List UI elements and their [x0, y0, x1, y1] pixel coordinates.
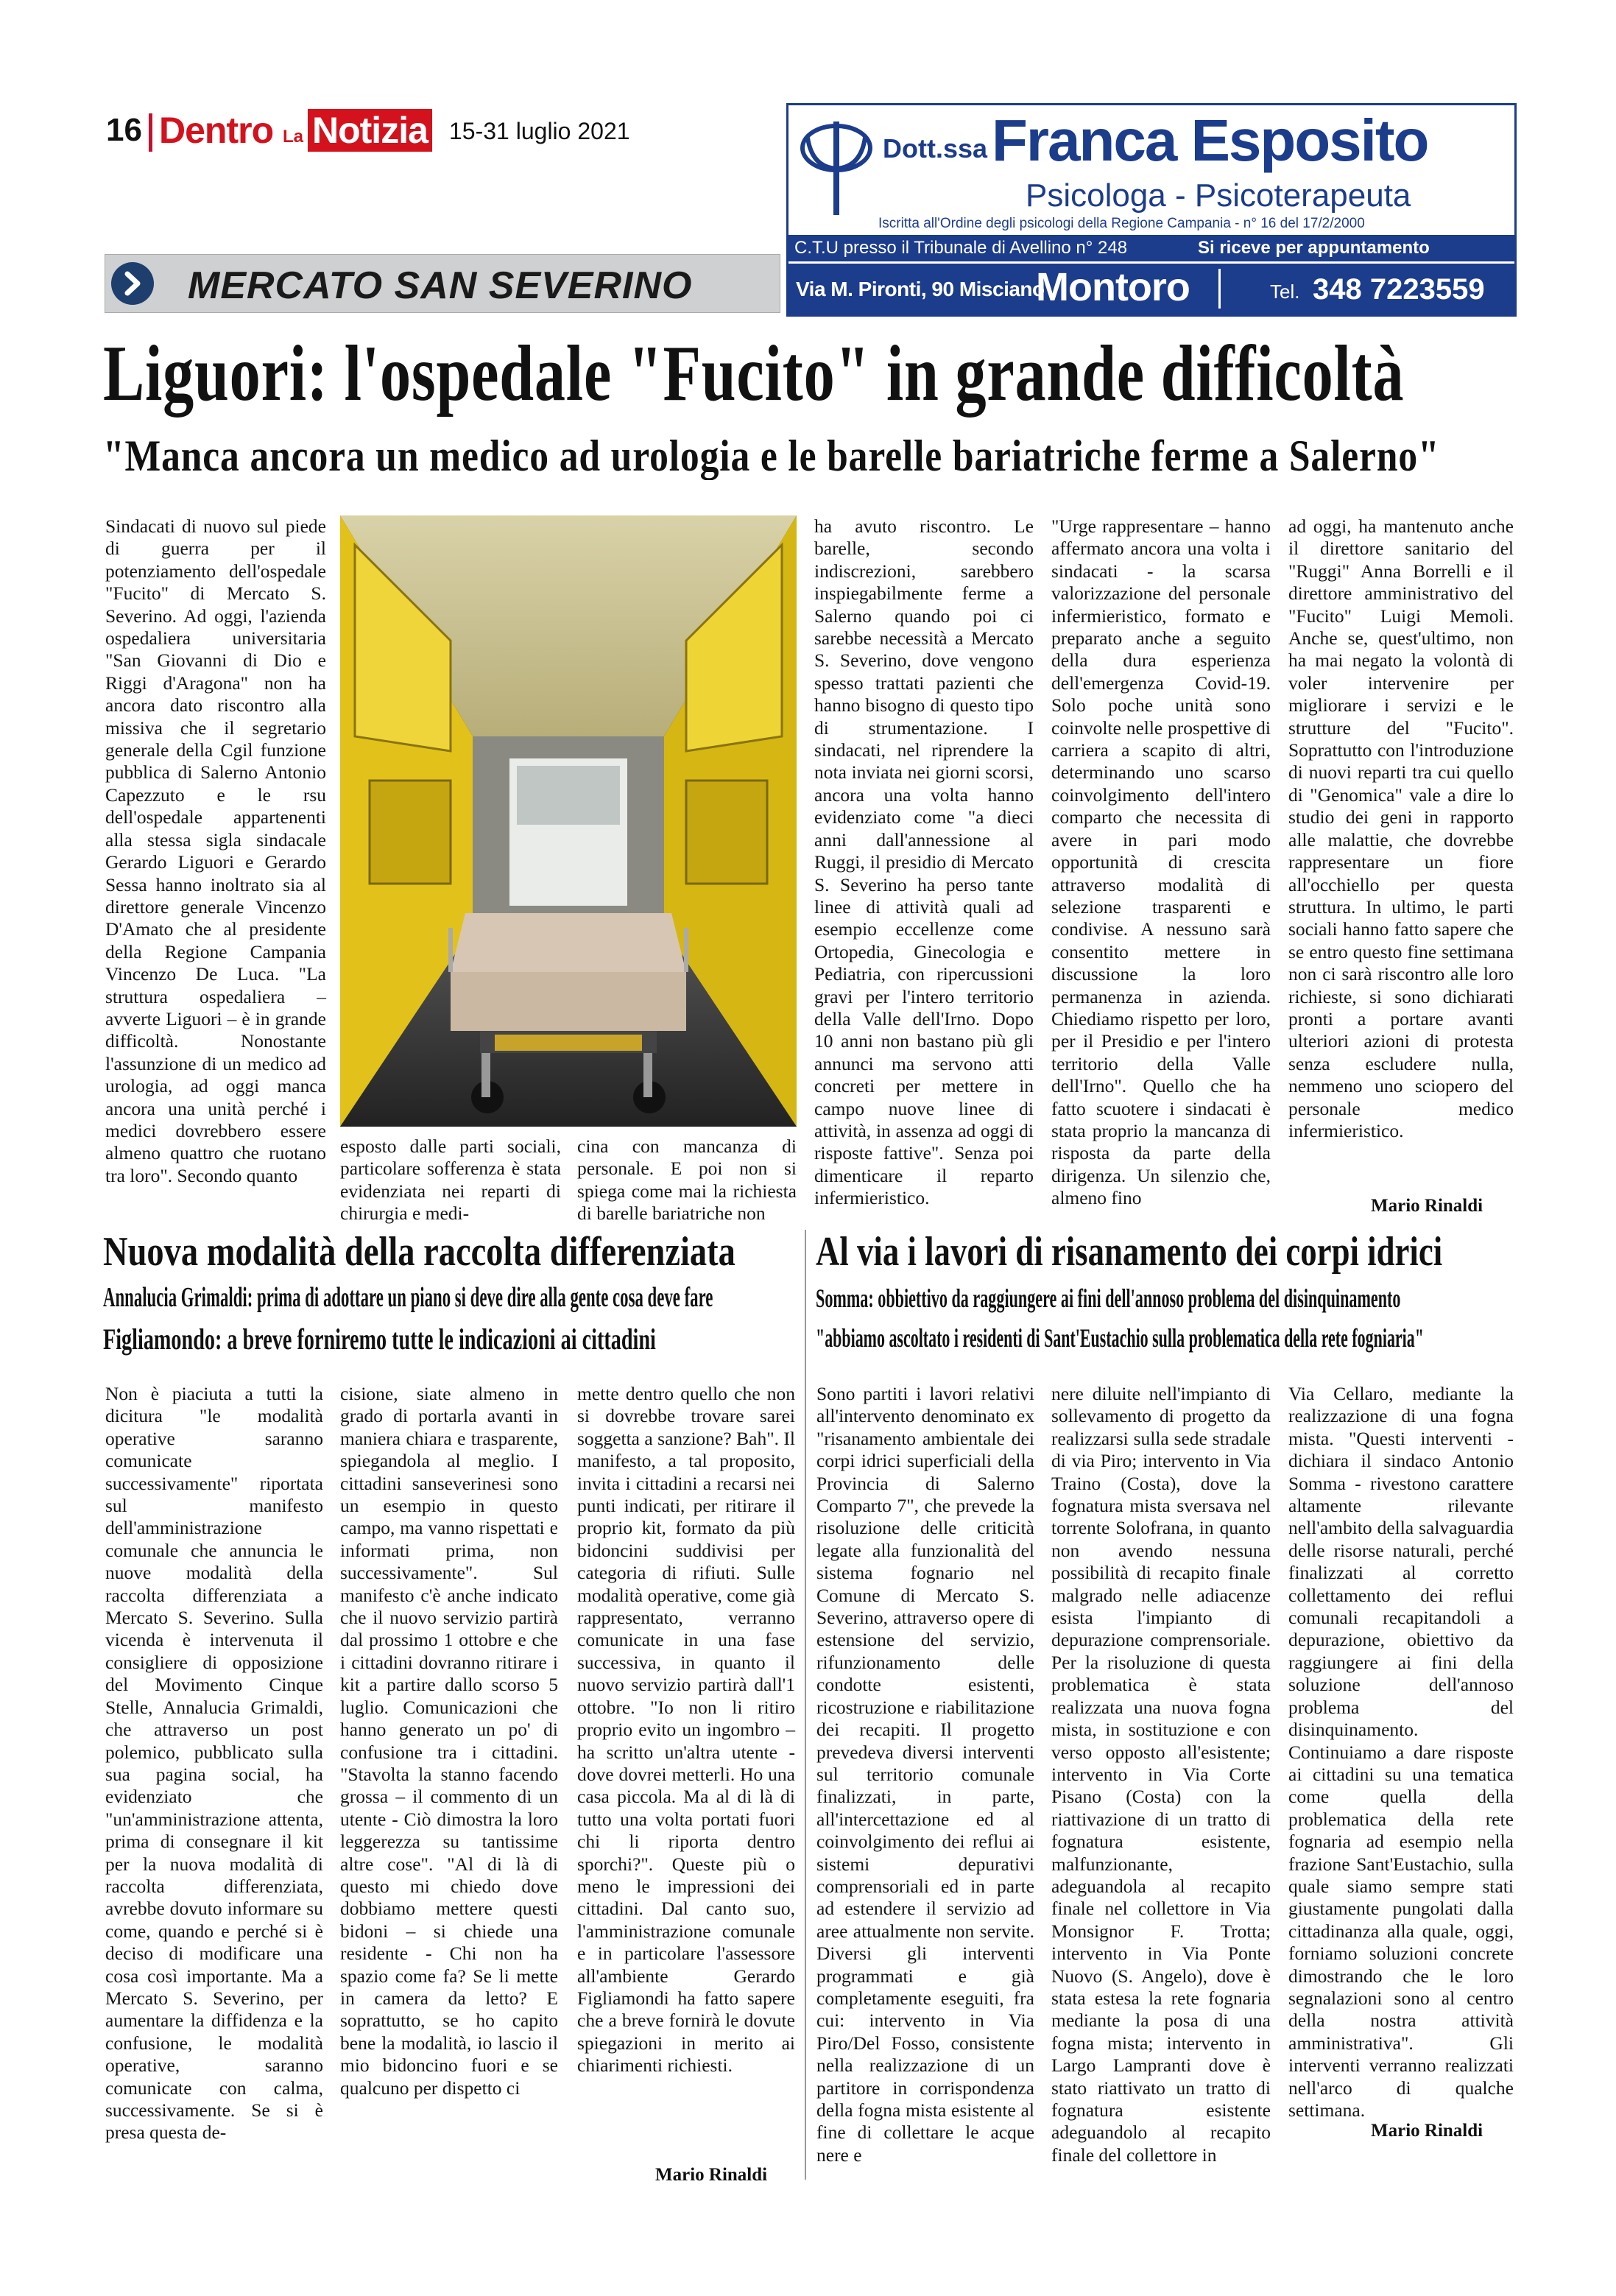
page-number-divider — [149, 113, 152, 152]
article-2-signature: Mario Rinaldi — [655, 2165, 768, 2185]
article-2-col-2: cisione, siate almeno in grado di portarla avanti in maniera chiara e trasparente, spiegandola al meglio. I cittadini sanseverinesi sono un esempio in questo campo, ma vanno rispettati e informati prima, non successivamente". Sul manifesto c'è anche indicato che il nuovo servizio partirà dal prossimo 1 ottobre e che i cittadini dovranno ritirare i kit a partire dallo scorso 5 luglio. Comunicazioni che hanno generato un po' di confusione tra i cittadini. "Stavolta la stanno facendo grossa – il commento di un utente - Ciò dimostra la loro leggerezza su tantissime altre cose". "Al di là di questo mi chiedo dove dobbiamo mettere questi bidoni – si chiede una residente - Chi non ha spazio come fa? Se li mette in camera da letto? E soprattutto, se ho capito bene la modalità, io lascio il mio bidoncino fuori e se qualcuno per dispetto ci — [340, 1383, 558, 2099]
article-1-col-2: esposto dalle parti sociali, particolare sofferenza è stata evidenziata nei reparti di chirurgia e medi- — [340, 1135, 561, 1225]
article-3-sub-2: "abbiamo ascoltato i residenti di Sant'Eustachio sulla problematica della rete fogniaria" — [816, 1323, 1424, 1353]
ad-role: Psicologa - Psicoterapeuta — [1026, 177, 1411, 214]
article-1-col-1: Sindacati di nuovo sul piede di guerra per il potenziamento dell'ospedale "Fucito" di Mercato S. Severino. Ad oggi, l'azienda ospedaliera universitaria "San Giovanni di Dio e Riggi d'Aragona" non ha ancora dato riscontro alla missiva che il segretario generale della Cgil funzione pubblica di Salerno Antonio Capezzuto e le rsu dell'ospedale appartenenti alla stessa sigla sindacale Gerardo Liguori e Gerardo Sessa hanno inoltrato sia al direttore generale Vincenzo D'Amato che al presidente della Regione Campania Vincenzo De Luca. "La struttura ospedaliera – avverte Liguori – è in grande difficoltà. Nonostante l'assunzione di un medico ad urologia, ad oggi manca ancora una unità perché i medici dovrebbero essere almeno quattro che ruotano tra loro". Secondo quanto — [105, 515, 326, 1186]
ambulance-photo — [340, 515, 797, 1127]
ad-city-divider — [1218, 269, 1221, 309]
article-3-sub-1: Somma: obbiettivo da raggiungere ai fini dell'annoso problema del disinquinamento — [816, 1283, 1401, 1313]
article-3-col-2: nere diluite nell'impianto di sollevamento di progetto da realizzarsi sulla sede stradale di via Piro; intervento in Via Traino (Costa), dove la fognatura mista sversava nel torrente Solofrana, in quanto non avendo nessuna possibilità di recapito finale malgrado nelle adiacenze esista l'impianto di depurazione comprensoriale. Per la risoluzione di questa problematica è stata realizzata una nuova fogna mista, in sostituzione e con verso opposto all'esistente; intervento in Via Corte Pisano (Costa) con la riattivazione di un tratto di fognatura esistente, malfunzionante, adeguandola al recapito finale nel collettore in Via Monsignor F. Trotta; intervento in Via Ponte Nuovo (S. Angelo), dove è stata estesa la rete fognaria mediante la posa di una fogna mista; intervento in Largo Lampranti dove è stato riattivato un tratto di fognatura esistente adeguandolo al recapito finale del collettore in — [1051, 1383, 1271, 2166]
column-divider — [805, 1230, 806, 2180]
article-3-col-1: Sono partiti i lavori relativi all'intervento denominato ex "risanamento ambientale dei corpi idrici superficiali della Provincia di Salerno Comparto 7", che prevede la risoluzione delle criticità legate alla funzionalità del sistema fognario nel Comune di Mercato S. Severino, attraverso opere di estensione del servizio, rifunzionamento delle condotte esistenti, ricostruzione e riabilitazione dei recapiti. Il progetto prevedeva diversi interventi sul territorio comunale finalizzati, in parte, all'intercettazione ed al coinvolgimento dei reflui ai sistemi depurativi comprensoriali ed in parte ad estendere il servizio ad aree attualmente non servite. Diversi gli interventi programmati e già completamente eseguiti, fra cui: intervento in Via Piro/Del Fosso, consistente nella realizzazione di un partitore in corrispondenza della fogna mista esistente al fine di collettare le acque nere e — [816, 1383, 1034, 2166]
ad-city: Montoro — [1036, 265, 1190, 309]
article-1-subheadline: "Manca ancora un medico ad urologia e le barelle bariatriche ferme a Salerno" — [103, 432, 1440, 480]
brand-la: La — [283, 127, 304, 147]
page-number: 16 — [106, 112, 142, 148]
article-1-signature: Mario Rinaldi — [1371, 1196, 1483, 1216]
article-3-signature: Mario Rinaldi — [1371, 2121, 1483, 2141]
article-2-headline: Nuova modalità della raccolta differenziata — [103, 1229, 735, 1275]
arrow-icon — [111, 262, 154, 305]
article-1-col-4: ha avuto riscontro. Le barelle, secondo indiscrezioni, sarebbero inspiegabilmente ferme a Salerno quando poi ci sarebbe necessità a Mercato S. Severino, dove vengono spesso trattati pazienti che hanno bisogno di questo tipo di strumentazione. I sindacati, nel riprendere la nota inviata nei giorni scorsi, ancora una volta hanno evidenziato come "a dieci anni dall'annessione al Ruggi, il presidio di Mercato S. Severino ha perso tante linee di attività quali ad esempio eccellenze come Ortopedia, Ginecologia e Pediatria, con ripercussioni gravi per l'intero territorio della Valle dell'Irno. Dopo 10 anni non bastano più gli annunci ma servono atti concreti per mettere in campo nuove linee di attività, in assenza ad oggi di risposte fattive". Senza poi dimenticare il reparto infermieristico. — [814, 515, 1034, 1209]
article-1-headline: Liguori: l'ospedale "Fucito" in grande difficoltà — [103, 330, 1405, 418]
article-2-sub-1: Annalucia Grimaldi: prima di adottare un piano si deve dire alla gente cosa deve fare — [103, 1282, 713, 1313]
section-banner — [105, 254, 780, 313]
ad-tel: 348 7223559 — [1313, 273, 1485, 306]
ad-appointment: Si riceve per appuntamento — [1198, 238, 1430, 258]
section-label: MERCATO SAN SEVERINO — [188, 264, 693, 307]
ad-divider — [788, 261, 1514, 264]
ad-tel-label: Tel. — [1270, 281, 1300, 303]
ad-blue-band — [788, 235, 1514, 314]
article-2-col-3: mette dentro quello che non si dovrebbe trovare sarei soggetta a sanzione? Bah". Il manifesto, a tal proposito, invita i cittadini a recarsi nei punti indicati, per ritirare il proprio kit, formato da più bidoncini suddivisi per categoria di rifiuti. Sulle modalità operative, come già rappresentato, verranno comunicate in una fase successiva, in quanto il nuovo servizio partirà dall'1 ottobre. "Io non li ritiro proprio evito un ingombro – ha scritto un'altra utente - dove dovrei metterli. Ho una casa piccola. Ma al di là di tutto una volta portati fuori chi li riporta dentro sporchi?". Queste più o meno le impressioni dei cittadini. Dal canto suo, l'amministrazione comunale e in particolare l'assessore all'ambiente Gerardo Figliamondi ha fatto sapere che a breve fornirà le dovute spiegazioni in merito ai chiarimenti richiesti. — [577, 1383, 795, 2077]
ad-title-prefix: Dott.ssa — [883, 133, 988, 163]
psi-logo-icon — [797, 116, 875, 219]
ad-address: Via M. Pironti, 90 Misciano — [796, 278, 1045, 300]
ad-ctu: C.T.U presso il Tribunale di Avellino n° 248 — [794, 238, 1128, 258]
article-1-col-3: cina con mancanza di personale. E poi non si spiega come mai la richiesta di barelle bariatriche non — [577, 1135, 797, 1225]
article-2-col-1: Non è piaciuta a tutti la dicitura "le modalità operative saranno comunicate successivamente" riportata sul manifesto dell'amministrazione comunale che annuncia le nuove modalità della raccolta differenziata a Mercato S. Severino. Sulla vicenda è intervenuta il consigliere di opposizione del Movimento Cinque Stelle, Annalucia Grimaldi, che attraverso un post polemico, pubblicato sulla sua pagina social, ha evidenziato che "un'amministrazione attenta, prima di consegnare il kit per la nuova modalità di raccolta differenziata, avrebbe dovuto informare su come, quando e perché si è deciso di modificare una cosa così importante. Ma a Mercato S. Severino, per aumentare la diffidenza e la confusione, le modalità operative, saranno comunicate con calma, successivamente. Se si è presa questa de- — [105, 1383, 323, 2144]
article-1-col-5: "Urge rappresentare – hanno affermato ancora una volta i sindacati - la scarsa valorizzazione del personale infermieristico, formato e preparato anche a seguito della dura esperienza dell'emergenza Covid-19. Solo poche unità sono coinvolte nelle prospettive di carriera a scapito di altri, determinando uno scarso coinvolgimento dell'intero comparto che necessita di avere in pari modo opportunità di crescita attraverso modalità di selezione trasparenti e condivise. A nessuno sarà consentito mettere in discussione la loro permanenza in azienda. Chiediamo rispetto per loro, per il Presidio e per l'intero territorio della Valle dell'Irno". Quello che ha fatto scuotere i sindacati è stata proprio la mancanza di risposta da parte della dirigenza. Un silenzio che, almeno fino — [1051, 515, 1271, 1209]
brand-notizia: Notizia — [308, 109, 432, 152]
ad-registration: Iscritta all'Ordine degli psicologi della Regione Campania - n° 16 del 17/2/2000 — [878, 216, 1365, 231]
article-3-headline: Al via i lavori di risanamento dei corpi idrici — [816, 1229, 1443, 1275]
ad-name: Franca Esposito — [992, 108, 1428, 173]
article-1-col-6: ad oggi, ha mantenuto anche il direttore sanitario del "Ruggi" Anna Borrelli e il direttore amministrativo del "Fucito" Luigi Memoli. Anche se, quest'ultimo, non ha mai negato la volontà di voler intervenire per migliorare i servizi e le strutture del "Fucito". Soprattutto con l'introduzione di nuovi reparti tra cui quello di "Genomica" vale a dire lo studio dei geni in rapporto alle malattie, che dovrebbe rappresentare un fiore all'occhiello per questa struttura. In ultimo, le parti sociali hanno fatto sapere che se entro questo fine settimana non ci sarà riscontro alle loro richieste, si sono dichiarati pronti a portare avanti ulteriori azioni di protesta senza escludere nulla, nemmeno uno sciopero del personale medico infermieristico. — [1288, 515, 1514, 1141]
ad-box — [786, 103, 1517, 317]
brand-dentro: Dentro — [159, 110, 274, 151]
issue-date: 15-31 luglio 2021 — [449, 118, 630, 144]
article-3-col-3: Via Cellaro, mediante la realizzazione di una fogna mista. "Questi interventi - dichiara il sindaco Antonio Somma - rivestono carattere altamente rilevante nell'ambito della salvaguardia delle risorse naturali, perché finalizzati al corretto collettamento dei reflui comunali recapitandoli a depurazione, obiettivo da raggiungere ai fini della soluzione dell'annoso problema del disinquinamento. Continuiamo a dare risposte ai cittadini su una tematica come quella della problematica della rete fognaria ad esempio nella frazione Sant'Eustachio, sulla quale siamo sempre stati giustamente pungolati dalla cittadinanza alla quale, oggi, forniamo soluzioni concrete dimostrando che le loro segnalazioni sono al centro della nostra attività amministrativa". Gli interventi verranno realizzati nell'arco di qualche settimana. — [1288, 1383, 1514, 2121]
article-2-sub-2: Figliamondo: a breve forniremo tutte le indicazioni ai cittadini — [103, 1323, 656, 1356]
masthead — [103, 109, 780, 161]
